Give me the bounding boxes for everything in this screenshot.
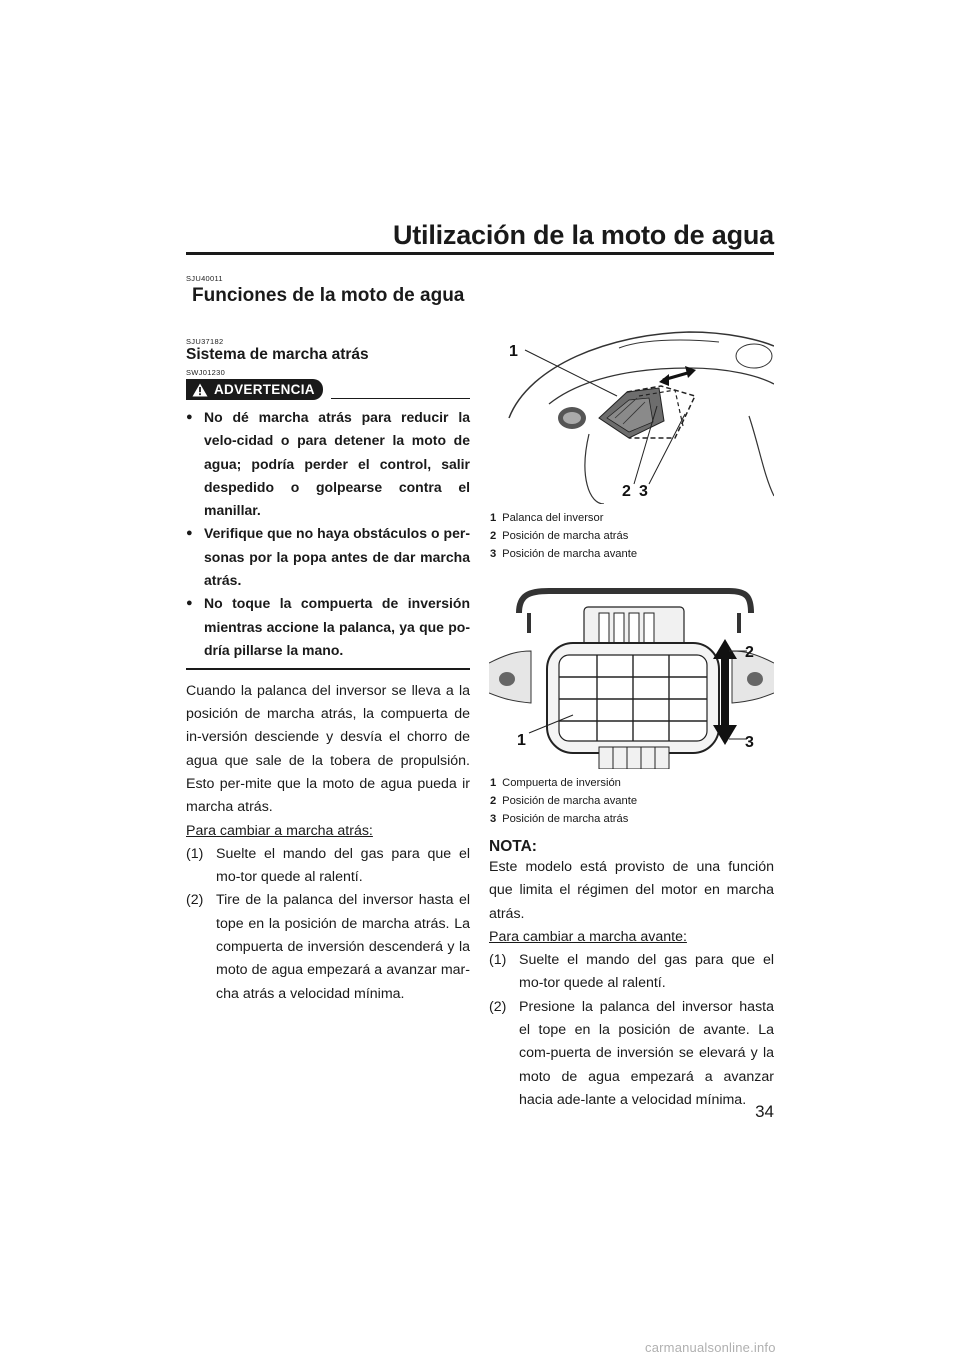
fig1-caption: 1 Palanca del inversor	[490, 512, 604, 524]
fig1-caption: 3 Posición de marcha avante	[490, 548, 638, 560]
warning-end-rule	[186, 668, 470, 670]
warning-badge	[186, 379, 323, 400]
section-code: SJU40011	[186, 274, 223, 283]
figure-reverse-lever	[489, 326, 774, 563]
warning-triangle-icon	[192, 383, 208, 397]
reverse-heading: Para cambiar a marcha atrás:	[186, 822, 373, 839]
section-title: Funciones de la moto de agua	[192, 285, 465, 306]
nota-text: Este modelo está provisto de una función que limita el régimen del motor en marcha atrás.	[489, 859, 774, 922]
fig1-callout-2: 2	[622, 483, 631, 500]
page-header-title: Utilización de la moto de agua	[392, 220, 774, 250]
fig2-callout-3: 3	[745, 734, 754, 751]
fig2-callout-1: 1	[517, 732, 526, 749]
warning-label: ADVERTENCIA	[214, 382, 315, 397]
warning-item: ● Verifique que no haya obstáculos o per-sonas por la popa antes de dar marcha atrás.	[186, 522, 470, 592]
fig1-caption: 2 Posición de marcha atrás	[490, 530, 629, 542]
reverse-lever-illustration	[489, 326, 774, 504]
header-rule	[186, 252, 774, 255]
forward-step: (1) Suelte el mando del gas para que el mo-tor quede al ralentí.	[489, 952, 774, 992]
subsection-code: SJU37182	[186, 337, 224, 346]
warning-item: ● No dé marcha atrás para reducir la velo-cidad o para detener la moto de agua; podría perder el control, salir despedido o golpearse contra el manillar.	[186, 406, 470, 522]
fig2-caption: 2 Posición de marcha avante	[490, 795, 638, 807]
watermark: carmanualsonline.info	[645, 1340, 776, 1355]
warning-list	[186, 406, 470, 662]
warning-code: SWJ01230	[186, 368, 226, 377]
figure-reverse-gate	[489, 573, 774, 828]
bullet-icon: ●	[186, 411, 193, 423]
reverse-step: (2) Tire de la palanca del inversor hasta el tope en la posición de marcha atrás. La compuerta de inversión descenderá y la moto de agua empezará a avanzar mar-cha atrás a velocidad mínima.	[186, 892, 470, 1002]
forward-heading: Para cambiar a marcha avante:	[489, 928, 687, 945]
right-column	[489, 274, 774, 1112]
subsection-title: Sistema de marcha atrás	[186, 346, 369, 363]
fig2-callout-2: 2	[745, 644, 754, 661]
fig1-callout-3: 3	[639, 483, 648, 500]
nota-title: NOTA:	[489, 838, 537, 855]
page-number: 34	[755, 1102, 774, 1121]
warning-item: ● No toque la compuerta de inversión mientras accione la palanca, ya que po-dría pillarse la mano.	[186, 592, 470, 662]
warning-rule	[331, 398, 470, 400]
warning-header	[186, 379, 470, 400]
reverse-gate-illustration	[489, 573, 774, 769]
bullet-icon: ●	[186, 597, 193, 610]
reverse-step: (1) Suelte el mando del gas para que el mo-tor quede al ralentí.	[186, 845, 470, 886]
fig2-caption: 3 Posición de marcha atrás	[490, 813, 629, 825]
fig2-caption: 1 Compuerta de inversión	[490, 777, 621, 789]
bullet-icon: ●	[186, 527, 193, 540]
forward-step: (2) Presione la palanca del inversor hasta el tope en la posición de avante. La com-puerta de inversión se elevará y la moto de agua empezará a avanzar hacia ade-lante a velocidad mínima.	[489, 998, 774, 1108]
intro-paragraph: Cuando la palanca del inversor se lleva a la posición de marcha atrás, la compuerta de in-versión desciende y desvía el chorro de agua que sale de la tobera de propulsión. Esto per-mite que la moto de agua pueda ir marcha atrás.	[186, 682, 470, 816]
left-column	[186, 274, 470, 1006]
fig1-callout-1: 1	[509, 343, 518, 360]
